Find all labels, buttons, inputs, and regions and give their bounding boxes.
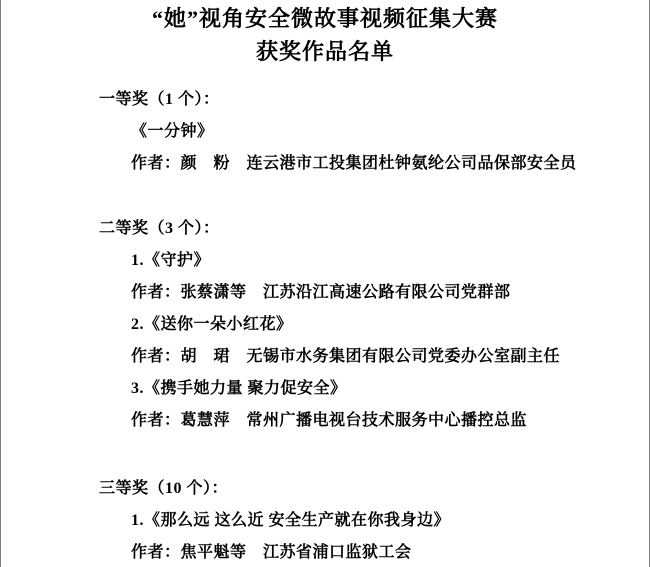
- work-title: 3.《携手她力量 聚力促安全》: [131, 380, 347, 397]
- work-title: 1.《那么远 这么近 安全生产就在你我身边》: [131, 512, 451, 529]
- author-line: 作者：胡 珺 无锡市水务集团有限公司党委办公室副主任: [131, 348, 561, 365]
- author-line: 作者：颜 粉 连云港市工投集团杜钟氨纶公司品保部安全员: [131, 155, 577, 172]
- title-line-2: 获奖作品名单: [255, 39, 394, 64]
- section-first-prize: [1, 84, 649, 180]
- section-header-third-prize: 三等奖（10 个）：: [99, 480, 229, 497]
- author-line: 作者：张蔡潇等 江苏沿江高速公路有限公司党群部: [131, 284, 511, 301]
- section-header-second-prize: 二等奖（3 个）：: [99, 220, 220, 237]
- section-third-prize: [1, 473, 649, 567]
- title-line-1: “她”视角安全微故事视频征集大赛: [151, 6, 498, 31]
- author-line: 作者：葛慧萍 常州广播电视台技术服务中心播控总监: [131, 412, 528, 429]
- work-title: 《一分钟》: [131, 123, 214, 140]
- document-title: [1, 0, 649, 68]
- section-second-prize: [1, 213, 649, 437]
- section-header-first-prize: 一等奖（1 个）：: [99, 91, 220, 108]
- author-line: 作者：焦平魁等 江苏省浦口监狱工会: [131, 544, 412, 561]
- work-title: 1.《守护》: [131, 252, 211, 269]
- work-title: 2.《送你一朵小红花》: [131, 316, 293, 333]
